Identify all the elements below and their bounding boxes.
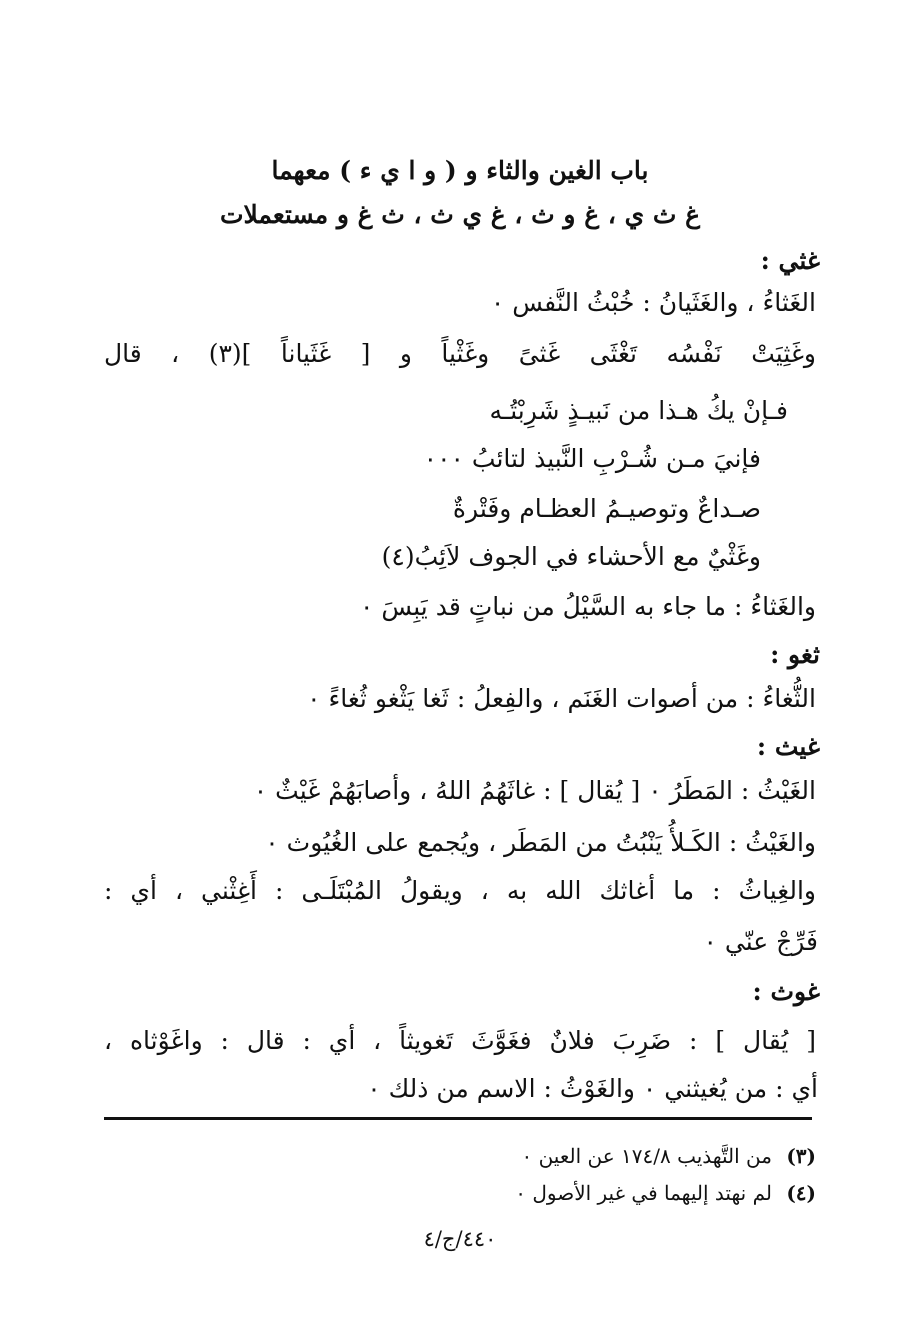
footnote [521,1141,816,1171]
entry-line: والغِياثُ : ما أغاثك الله به ، ويقولُ المُبْتَلَـى : أَغِثْني ، أي : [104,876,816,905]
chapter-title: باب الغين والثاء و ( و ا ي ء ) معهما [271,156,649,185]
page-number: ٤٤٠/ج/٤ [423,1227,497,1251]
entry-line: أي : من يُغيثني ٠ والغَوْثُ : الاسم من ذلك ٠ [367,1074,818,1103]
verse-line: فـإنْ يكُ هـذا من نَبيـذٍ شَرِبْتُـه [489,396,788,425]
verse-line: صـداعٌ وتوصيـمُ العظـام وفَتْرةٌ [452,494,761,523]
verse-line: فإنيَ مـن شُـرْبِ النَّبيذ لتائبُ ٠٠٠ [423,444,761,473]
entry-line: [ يُقال ] : ضَرِبَ فلانٌ فغَوَّثَ تَغويثاً ، أي : قال : واغَوْثاه ، [104,1026,816,1055]
footnote-marker: (٣) [786,1144,816,1168]
entry-line: والغَيْثُ : الكَـلأُ يَنْبُتُ من المَطَر ، ويُجمع على الغُيُوث ٠ [265,828,816,857]
entry-heading-ghawth: غوث : [752,977,820,1006]
footnote-divider [104,1117,812,1120]
entry-line: وغَثِيَتْ نَفْسُه تَغْثَى غَثىً وغَثْياً و [ غَثَياناً ](٣) ، قال [104,339,817,368]
entry-line: الغَيْثُ : المَطَرُ ٠ [ يُقال ] : غاثَهُمُ اللهُ ، وأصابَهُمْ غَيْثٌ ٠ [253,776,816,805]
entry-line: فَرِّجْ عنّي ٠ [703,927,818,956]
entry-heading-ghathy: غثي : [760,246,820,275]
entry-line: الغَثاءُ ، والغَثَيانُ : خُبْثُ النَّفس ٠ [490,288,816,317]
entry-line: والغَثاءُ : ما جاء به السَّيْلُ من نباتٍ قد يَبِسَ ٠ [359,592,816,621]
footnote-marker: (٤) [786,1181,816,1205]
verse-line: وغَثْيٌ مع الأحشاء في الجوف لاَئِبُ(٤) [381,542,761,571]
entry-heading-ghayth: غيث : [756,732,820,761]
entry-line: الثُّغاءُ : من أصوات الغَنَم ، والفِعلُ : ثَغا يَثْغو ثُغاءً ٠ [307,684,816,713]
chapter-subtitle: غ ث ي ، غ و ث ، غ ي ث ، ث غ و مستعملات [219,200,701,229]
footnote-text: لم نهتد إليهما في غير الأصول ٠ [515,1181,772,1205]
footnote-text: من التَّهذيب ١٧٤/٨ عن العين ٠ [521,1144,772,1168]
entry-heading-thaghw: ثغو : [770,640,820,669]
footnote [515,1178,816,1208]
